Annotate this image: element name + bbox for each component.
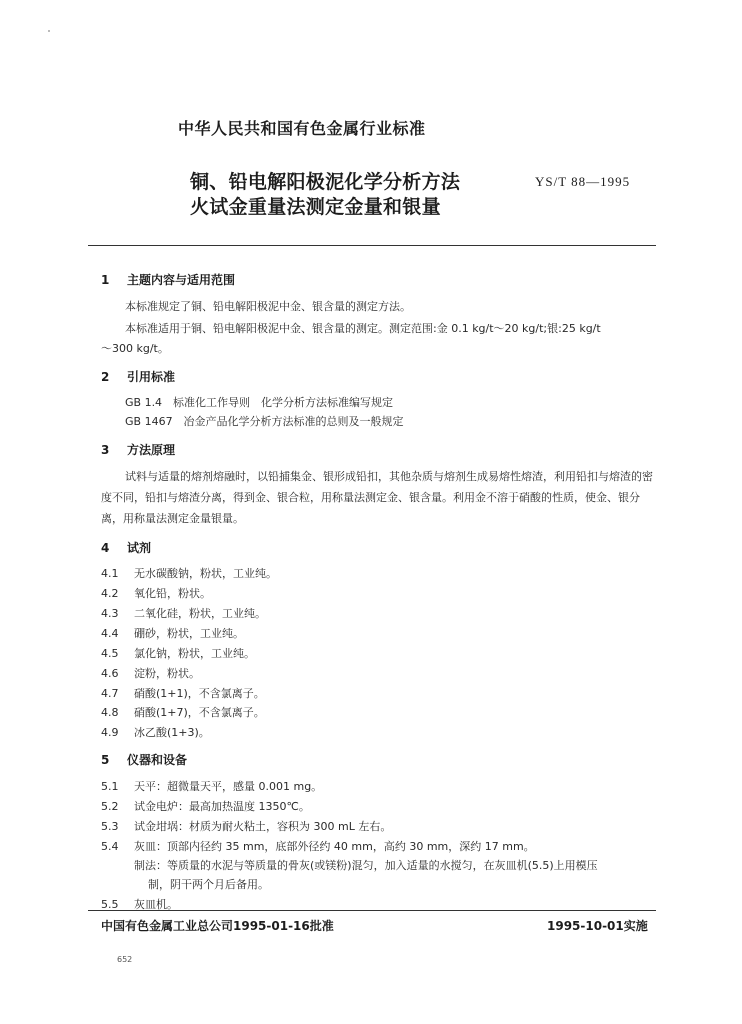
section-3-heading [101,441,175,458]
apparatus-subnote: 制法：等质量的水泥与等质量的骨灰(或镁粉)混匀，加入适量的水搅匀，在灰皿机(5.5)上用模压 [134,859,598,872]
section-5-heading [101,751,187,768]
section-1-paragraph-2-cont: ～300 kg/t。 [101,342,169,355]
page-number: 652 [117,955,133,964]
section-title: 仪器和设备 [127,753,188,767]
reagent-item: 4.4 硼砂，粉状，工业纯。 [101,627,244,640]
scan-speck [48,30,50,32]
section-number: 2 [101,370,110,384]
apparatus-item: 5.1 天平：超微量天平，感量 0.001 mg。 [101,780,323,793]
section-number: 3 [101,443,110,457]
section-title: 主题内容与适用范围 [127,273,236,287]
section-title: 试剂 [127,541,152,555]
section-number: 4 [101,541,110,555]
reagent-item: 4.3 二氧化硅，粉状，工业纯。 [101,607,266,620]
apparatus-item: 5.2 试金电炉：最高加热温度 1350℃。 [101,800,310,813]
section-number: 1 [101,273,110,287]
standard-title-line2: 火试金重量法测定金量和银量 [190,196,441,218]
standard-number: YS/T 88—1995 [535,174,631,189]
section-4-heading [101,539,151,556]
reagent-item: 4.5 氯化钠，粉状，工业纯。 [101,647,255,660]
apparatus-item: 5.5 灰皿机。 [101,898,178,911]
reference-gb-1467: GB 1467 冶金产品化学分析方法标准的总则及一般规定 [125,415,404,428]
section-1-paragraph-1: 本标准规定了铜、铅电解阳极泥中金、银含量的测定方法。 [125,300,411,313]
section-1-heading [101,271,235,288]
implementation-date: 1995-10-01实施 [547,919,648,933]
approval-statement: 中国有色金属工业总公司1995-01-16批准 [101,919,334,933]
header-divider [88,245,656,246]
reagent-item: 4.2 氧化铅，粉状。 [101,587,211,600]
reagent-item: 4.7 硝酸(1+1)，不含氯离子。 [101,687,265,700]
section-1-paragraph-2: 本标准适用于铜、铅电解阳极泥中金、银含量的测定。测定范围:金 0.1 kg/t～20 kg/t;银:25 kg/t [125,322,601,335]
reagent-item: 4.1 无水碳酸钠，粉状，工业纯。 [101,567,277,580]
reagent-item: 4.8 硝酸(1+7)，不含氯离子。 [101,706,265,719]
standard-title-line1: 铜、铅电解阳极泥化学分析方法 [190,171,461,193]
section-title: 方法原理 [127,443,176,457]
section-3-paragraph: 试料与适量的熔剂熔融时，以铅捕集金、银形成铅扣，其他杂质与熔剂生成易熔性熔渣，利用铅扣与熔渣的密度不同，铅扣与熔渣分离，得到金、银合粒，用称量法测定金、银含量。利用金不溶于硝酸的性质，使金、银分离，用称量法测定金量银量。 [101,470,653,525]
apparatus-item: 5.4 灰皿：顶部内径约 35 mm，底部外径约 40 mm，高约 30 mm，深约 17 mm。 [101,840,535,853]
section-title: 引用标准 [127,370,176,384]
footer-divider [88,910,656,911]
section-2-heading [101,368,175,385]
reagent-item: 4.9 冰乙酸(1+3)。 [101,726,210,739]
reference-gb-1-4: GB 1.4 标准化工作导则 化学分析方法标准编写规定 [125,396,394,409]
apparatus-item: 5.3 试金坩埚：材质为耐火粘土，容积为 300 mL 左右。 [101,820,392,833]
apparatus-subnote-cont: 制，阴干两个月后备用。 [148,878,269,891]
reagent-item: 4.6 淀粉，粉状。 [101,667,200,680]
issuing-organization: 中华人民共和国有色金属行业标准 [178,119,426,138]
section-number: 5 [101,753,110,767]
